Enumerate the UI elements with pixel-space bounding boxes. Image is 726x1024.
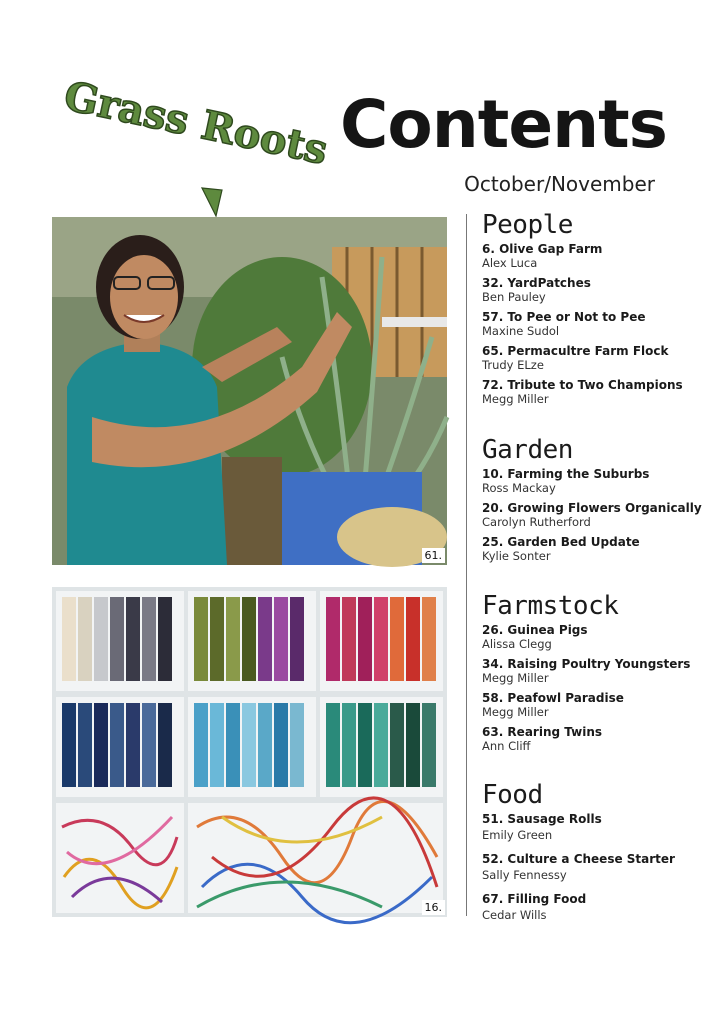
entry-author: Ben Pauley <box>482 290 546 304</box>
entry-author: Alissa Clegg <box>482 637 552 651</box>
entry-author: Maxine Sudol <box>482 324 560 338</box>
section-heading: Farmstock <box>482 591 619 621</box>
photo-page-reference: 61. <box>422 548 446 563</box>
page-title: Contents <box>340 86 667 163</box>
toc-entry[interactable] <box>482 242 683 270</box>
logo-grass-blade <box>202 188 222 216</box>
toc-entry[interactable] <box>482 812 675 843</box>
section-people <box>482 212 683 412</box>
entry-title: 10. Farming the Suburbs <box>482 467 650 481</box>
entry-author: Ross Mackay <box>482 481 556 495</box>
entry-author: Trudy ELze <box>482 358 544 372</box>
logo-artwork <box>52 72 332 220</box>
toc-entry[interactable] <box>482 276 683 304</box>
section-farmstock <box>482 593 690 759</box>
entry-title: 65. Permacultre Farm Flock <box>482 344 669 358</box>
toc-entry[interactable] <box>482 725 690 753</box>
entry-author: Megg Miller <box>482 705 549 719</box>
toc-entry[interactable] <box>482 378 683 406</box>
toc-entry[interactable] <box>482 501 702 529</box>
entry-title: 20. Growing Flowers Organically <box>482 501 702 515</box>
entry-title: 26. Guinea Pigs <box>482 623 588 637</box>
entry-title: 72. Tribute to Two Champions <box>482 378 683 392</box>
entry-author: Ann Cliff <box>482 739 531 753</box>
section-garden <box>482 437 702 569</box>
entry-author: Emily Green <box>482 828 553 842</box>
entry-title: 6. Olive Gap Farm <box>482 242 603 256</box>
section-heading: People <box>482 210 573 240</box>
section-heading: Food <box>482 780 543 810</box>
entry-author: Carolyn Rutherford <box>482 515 591 529</box>
issue-date: October/November <box>464 172 655 196</box>
entry-title: 32. YardPatches <box>482 276 591 290</box>
entry-author: Sally Fennessy <box>482 868 567 882</box>
entry-title: 57. To Pee or Not to Pee <box>482 310 646 324</box>
entry-title: 58. Peafowl Paradise <box>482 691 624 705</box>
toc-entry[interactable] <box>482 344 683 372</box>
entry-author: Cedar Wills <box>482 908 547 922</box>
gardener-photo <box>52 217 447 565</box>
section-food <box>482 782 675 932</box>
entry-author: Kylie Sonter <box>482 549 551 563</box>
entry-author: Megg Miller <box>482 392 549 406</box>
entry-author: Alex Luca <box>482 256 538 270</box>
entry-title: 25. Garden Bed Update <box>482 535 640 549</box>
embroidery-thread-photo-art <box>52 587 447 917</box>
entry-title: 63. Rearing Twins <box>482 725 603 739</box>
toc-entry[interactable] <box>482 852 675 883</box>
logo-text: Grass Roots <box>60 72 332 174</box>
toc-entry[interactable] <box>482 657 690 685</box>
toc-entry[interactable] <box>482 892 675 923</box>
entry-author: Megg Miller <box>482 671 549 685</box>
toc-entry[interactable] <box>482 691 690 719</box>
toc-entry[interactable] <box>482 623 690 651</box>
column-divider <box>466 214 467 916</box>
embroidery-thread-photo <box>52 587 447 917</box>
toc-entry[interactable] <box>482 310 683 338</box>
entry-title: 34. Raising Poultry Youngsters <box>482 657 691 671</box>
grass-roots-logo <box>52 72 332 220</box>
toc-entry[interactable] <box>482 535 702 563</box>
toc-entry[interactable] <box>482 467 702 495</box>
entry-title: 52. Culture a Cheese Starter <box>482 852 675 866</box>
entry-title: 51. Sausage Rolls <box>482 812 602 826</box>
entry-title: 67. Filling Food <box>482 892 587 906</box>
gardener-photo-art <box>52 217 447 565</box>
section-heading: Garden <box>482 435 573 465</box>
photo-page-reference: 16. <box>422 900 446 915</box>
